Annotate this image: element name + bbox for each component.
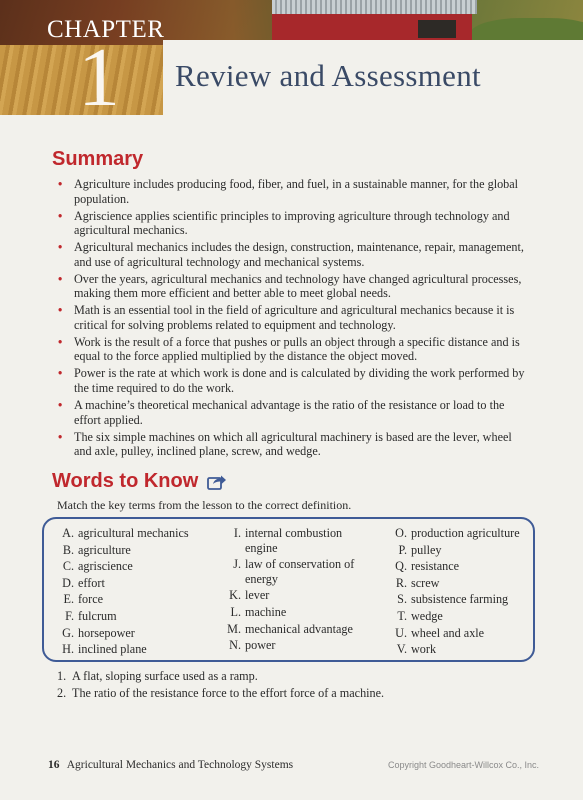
term-item: H. inclined plane (62, 642, 147, 657)
summary-heading: Summary (52, 148, 144, 170)
question-list (57, 668, 384, 702)
summary-text: Over the years, agricultural mechanics and technology have changed agricultural processes, making them more efficient and better able to meet global needs. (74, 271, 522, 301)
words-to-know-label: Words to Know (52, 470, 199, 492)
word-bank-column (48, 525, 213, 658)
term-item: G. horsepower (62, 625, 135, 640)
term-item: C. agriscience (62, 559, 133, 574)
term-item: S. subsistence farming (397, 592, 509, 607)
term-item: Q. resistance (395, 559, 460, 574)
summary-text: Power is the rate at which work is done and is calculated by dividing the work performed by the time required to do the work. (74, 366, 525, 396)
page-number: 16 (48, 759, 60, 771)
summary-text: The six simple machines on which all agricultural machinery is based are the lever, wheel and axle, pulley, inclined plane, screw, and wedge. (74, 429, 512, 459)
term-item: N. power (229, 638, 276, 653)
term-item: I. internal combustion engine (233, 526, 343, 555)
summary-bullet (56, 209, 531, 238)
summary-text: Agriscience applies scientific principles to improving agriculture through technology and agricultural mechanics. (74, 208, 510, 238)
summary-bullet (56, 177, 531, 206)
chapter-label: CHAPTER (47, 16, 165, 43)
summary-text: Agricultural mechanics includes the design, construction, maintenance, repair, management, and use of agricultural technology and mechanical systems. (74, 240, 524, 269)
summary-bullet (56, 430, 531, 459)
summary-text: Work is the result of a force that pushes or pulls an object through a specific distance and is equal to the force applied multiplied by the distance the object moved. (74, 334, 520, 364)
term-item: U. wheel and axle (395, 625, 485, 640)
term-item: B. agriculture (62, 542, 131, 557)
instructions: Match the key terms from the lesson to the correct definition. (57, 498, 352, 512)
term-item: T. wedge (397, 608, 443, 623)
term-item: V. work (396, 642, 437, 657)
summary-list (56, 177, 531, 461)
summary-text: Agriculture includes producing food, fiber, and fuel, in a sustainable manner, for the global population. (74, 177, 519, 206)
word-bank-column (215, 525, 375, 654)
word-bank (42, 517, 535, 662)
bullet-icon: • (58, 366, 63, 381)
term-item: J. law of conservation of energy (233, 557, 355, 586)
summary-text: A machine’s theoretical mechanical advantage is the ratio of the resistance or load to the effort applied. (74, 398, 505, 427)
term-item: F. fulcrum (65, 608, 117, 623)
question-item: 2. The ratio of the resistance force to the effort force of a machine. (57, 686, 385, 700)
summary-bullet (56, 335, 531, 364)
term-item: O. production agriculture (395, 526, 520, 540)
page-title: Review and Assessment (175, 58, 481, 93)
chapter-number: 1 (78, 31, 120, 124)
term-item: D. effort (62, 575, 105, 590)
summary-bullet (56, 398, 531, 427)
bullet-icon: • (58, 334, 63, 349)
bullet-icon: • (58, 240, 63, 255)
bullet-icon: • (58, 177, 63, 191)
share-arrow-icon[interactable] (207, 474, 227, 490)
copyright-notice: Copyright Goodheart-Willcox Co., Inc. (388, 760, 540, 770)
summary-bullet (56, 366, 531, 395)
bullet-icon: • (58, 271, 63, 286)
term-item: E. force (63, 592, 104, 607)
bullet-icon: • (58, 398, 63, 413)
summary-bullet (56, 303, 531, 332)
word-bank-column (381, 525, 533, 658)
term-item: A. agricultural mechanics (62, 526, 189, 540)
summary-bullet (56, 272, 531, 301)
term-item: L. machine (230, 604, 287, 619)
question-item: 1. A flat, sloping surface used as a ramp. (57, 669, 258, 683)
bullet-icon: • (58, 303, 63, 318)
term-item: R. screw (395, 575, 440, 590)
barn-window (418, 20, 456, 38)
book-title: Agricultural Mechanics and Technology Systems (66, 759, 294, 771)
term-item: M. mechanical advantage (227, 621, 353, 636)
summary-bullet (56, 240, 531, 269)
bullet-icon: • (58, 208, 63, 223)
term-item: P. pulley (398, 542, 442, 557)
summary-text: Math is an essential tool in the field of agriculture and agricultural mechanics because it is critical for solving problems related to equipment and technology. (74, 303, 515, 332)
page-footer (48, 759, 293, 771)
words-to-know-heading (52, 470, 227, 493)
term-item: K. lever (229, 588, 270, 603)
bullet-icon: • (58, 429, 63, 444)
barn-roof (272, 0, 477, 14)
